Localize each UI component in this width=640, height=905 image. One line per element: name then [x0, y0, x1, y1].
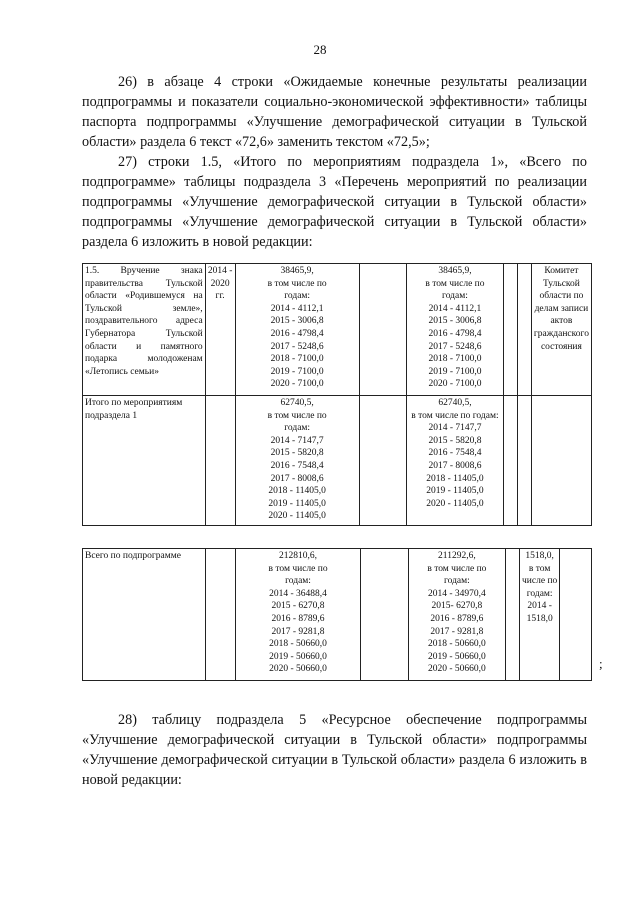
empty-cell — [206, 549, 236, 681]
empty-cell — [359, 264, 406, 396]
paragraph-26 — [82, 72, 587, 152]
executor-cell: Комитет Тульской области по делам записи актов гражданского состояния — [531, 264, 591, 396]
empty-cell — [361, 549, 408, 681]
vsego-total-cell: 212810,6, в том числе по годам: 2014 - 36488,4 2015 - 6270,8 2016 - 8789,6 2017 - 9281,8 2018 - 50660,0 2019 - 50660,0 2020 - 50660,0 — [235, 549, 360, 681]
empty-cell — [518, 396, 532, 526]
total-table — [82, 548, 592, 681]
empty-cell — [560, 549, 592, 681]
period-cell: 2014 - 2020 гг. — [205, 264, 235, 396]
empty-cell — [506, 549, 520, 681]
paragraph-28-text: 28) таблицу подраздела 5 «Ресурсное обеспечение подпрограммы «Улучшение демографической ситуации в Тульской области» подпрограммы «Улучшение демографической ситуации в Тульской области» раздела 6 изложить в новой редакции: — [82, 712, 587, 788]
itogo-name-cell: Итого по мероприятиям подраздела 1 — [83, 396, 206, 526]
measure-name-cell: 1.5. Вручение знака правительства Тульской области «Родившемуся на Тульской земле», поздравительного адреса Губернатора Тульской области и памятного подарка молодоженам «Летопись семьи» — [83, 264, 206, 396]
empty-cell — [504, 264, 518, 396]
table-row-vsego — [83, 549, 592, 681]
paragraph-26-text: 26) в абзаце 4 строки «Ожидаемые конечные результаты реализации подпрограммы и показатели социально-экономической эффективности» таблицы паспорта подпрограммы «Улучшение демографической ситуации в Тульской области» раздела 6 текст «72,6» заменить текстом «72,5»; — [82, 74, 587, 150]
paragraph-28 — [82, 710, 587, 790]
empty-cell — [518, 264, 532, 396]
vsego-name-cell: Всего по подпрограмме — [83, 549, 206, 681]
empty-cell — [359, 396, 406, 526]
measures-table — [82, 263, 592, 526]
itogo-regional-cell: 62740,5, в том числе по годам: 2014 - 7147,7 2015 - 5820,8 2016 - 7548,4 2017 - 8008,6 2018 - 11405,0 2019 - 11405,0 2020 - 11405,0 — [406, 396, 504, 526]
vsego-other-cell: 1518,0, в том числе по годам: 2014 - 1518,0 — [520, 549, 560, 681]
paragraph-27 — [82, 152, 587, 252]
regional-funding-cell: 38465,9, в том числе по годам: 2014 - 4112,1 2015 - 3006,8 2016 - 4798,4 2017 - 5248,6 2018 - 7100,0 2019 - 7100,0 2020 - 7100,0 — [406, 264, 504, 396]
closing-semicolon: ; — [599, 656, 603, 671]
itogo-total-cell: 62740,5, в том числе по годам: 2014 - 7147,7 2015 - 5820,8 2016 - 7548,4 2017 - 8008,6 2018 - 11405,0 2019 - 11405,0 2020 - 11405,0 — [235, 396, 359, 526]
empty-cell — [205, 396, 235, 526]
empty-cell — [504, 396, 518, 526]
vsego-regional-cell: 211292,6, в том числе по годам: 2014 - 34970,4 2015- 6270,8 2016 - 8789,6 2017 - 9281,8 2018 - 50660,0 2019 - 50660,0 2020 - 50660,0 — [408, 549, 506, 681]
empty-cell — [531, 396, 591, 526]
table-row-1-5 — [83, 264, 592, 396]
table-row-itogo — [83, 396, 592, 526]
total-funding-cell: 38465,9, в том числе по годам: 2014 - 4112,1 2015 - 3006,8 2016 - 4798,4 2017 - 5248,6 2018 - 7100,0 2019 - 7100,0 2020 - 7100,0 — [235, 264, 359, 396]
page-number: 28 — [313, 42, 327, 57]
paragraph-27-text: 27) строки 1.5, «Итого по мероприятиям подраздела 1», «Всего по подпрограмме» таблицы подраздела 3 «Перечень мероприятий по реализации подпрограммы «Улучшение демографической ситуации в Тульской области» подпрограммы «Улучшение демографической ситуации в Тульской области» раздела 6 изложить в новой редакции: — [82, 154, 587, 250]
